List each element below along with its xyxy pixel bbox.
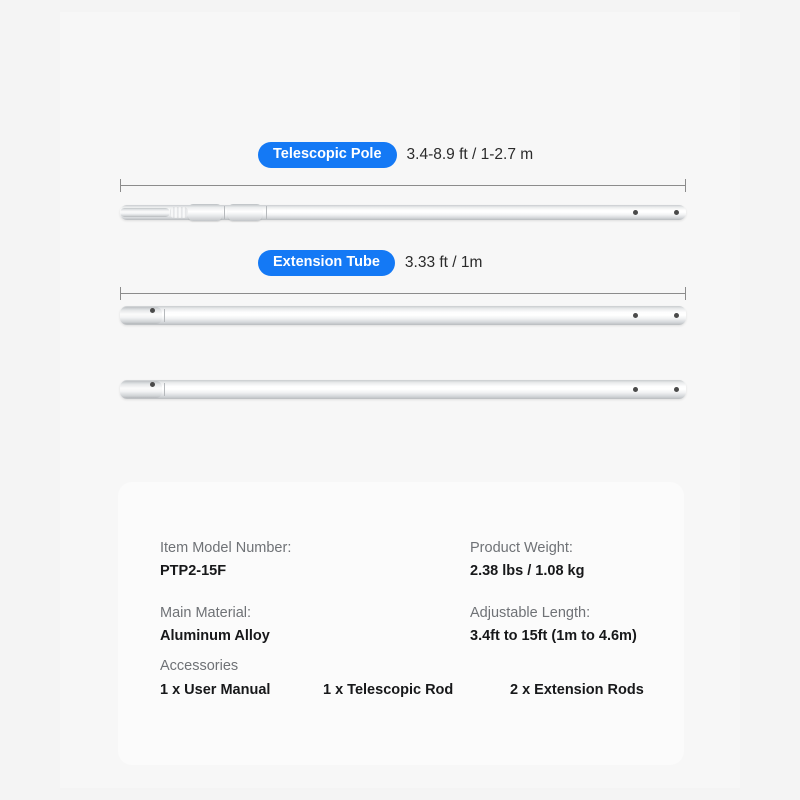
spec-item-model-number <box>160 540 460 579</box>
accessory-item-user-manual: 1 x User Manual <box>160 682 271 698</box>
dimension-tick-left <box>120 179 121 192</box>
pole-seam-1 <box>224 206 225 219</box>
accessory-item-extension-rods: 2 x Extension Rods <box>510 682 644 698</box>
pole-grip <box>170 207 188 218</box>
spec-item-adjustable-length <box>470 605 710 644</box>
tube-rivet-left <box>150 382 155 387</box>
accessory-item-telescopic-rod: 1 x Telescopic Rod <box>323 682 454 698</box>
telescopic-pole-dimension-line <box>120 179 686 191</box>
tube-rivet-2 <box>674 313 679 318</box>
extension-tube-dimension: 3.33 ft / 1m <box>404 253 483 271</box>
telescopic-pole-badge: Telescopic Pole <box>258 142 397 168</box>
tube-rivet-1 <box>633 313 638 318</box>
tube-end-cap <box>120 381 162 398</box>
telescopic-pole-label-row <box>258 142 533 168</box>
tube-body <box>120 306 686 325</box>
extension-tube-illustration-1 <box>120 300 686 330</box>
tube-rivet-2 <box>674 387 679 392</box>
pole-rivet-2 <box>674 210 679 215</box>
extension-tube-illustration-2 <box>120 374 686 404</box>
dimension-tick-left <box>120 287 121 300</box>
dimension-tick-right <box>685 287 686 300</box>
spec-item-product-weight <box>470 540 710 579</box>
specifications-card <box>118 482 684 765</box>
tube-seam <box>164 383 165 396</box>
extension-tube-label-row <box>258 250 482 276</box>
pole-collar-2 <box>228 204 262 221</box>
spec-value-model-number: PTP2-15F <box>160 563 227 579</box>
pole-seam-2 <box>266 206 267 219</box>
accessories-block <box>160 658 660 698</box>
spec-label-product-weight: Product Weight: <box>470 540 573 556</box>
dimension-bar <box>120 185 686 186</box>
spec-label-main-material: Main Material: <box>160 605 252 621</box>
spec-label-model-number: Item Model Number: <box>160 540 292 556</box>
tube-rivet-1 <box>633 387 638 392</box>
pole-collar-1 <box>188 204 222 221</box>
extension-tube-badge: Extension Tube <box>258 250 395 276</box>
dimension-tick-right <box>685 179 686 192</box>
extension-tube-dimension-line <box>120 287 686 299</box>
telescopic-pole-illustration <box>120 200 686 226</box>
spec-value-adjustable-length: 3.4ft to 15ft (1m to 4.6m) <box>470 628 637 644</box>
pole-tip <box>120 208 170 217</box>
spec-item-main-material <box>160 605 460 644</box>
dimension-bar <box>120 293 686 294</box>
specifications-column-right <box>470 540 710 670</box>
accessories-label: Accessories <box>160 658 239 674</box>
spec-label-adjustable-length: Adjustable Length: <box>470 605 591 621</box>
spec-value-main-material: Aluminum Alloy <box>160 628 270 644</box>
tube-seam <box>164 309 165 322</box>
tube-body <box>120 380 686 399</box>
telescopic-pole-dimension: 3.4-8.9 ft / 1-2.7 m <box>406 145 534 163</box>
specifications-column-left <box>160 540 460 670</box>
accessories-row <box>160 682 660 698</box>
spec-value-product-weight: 2.38 lbs / 1.08 kg <box>470 563 585 579</box>
pole-rivet-1 <box>633 210 638 215</box>
tube-end-cap <box>120 307 162 324</box>
tube-rivet-left <box>150 308 155 313</box>
